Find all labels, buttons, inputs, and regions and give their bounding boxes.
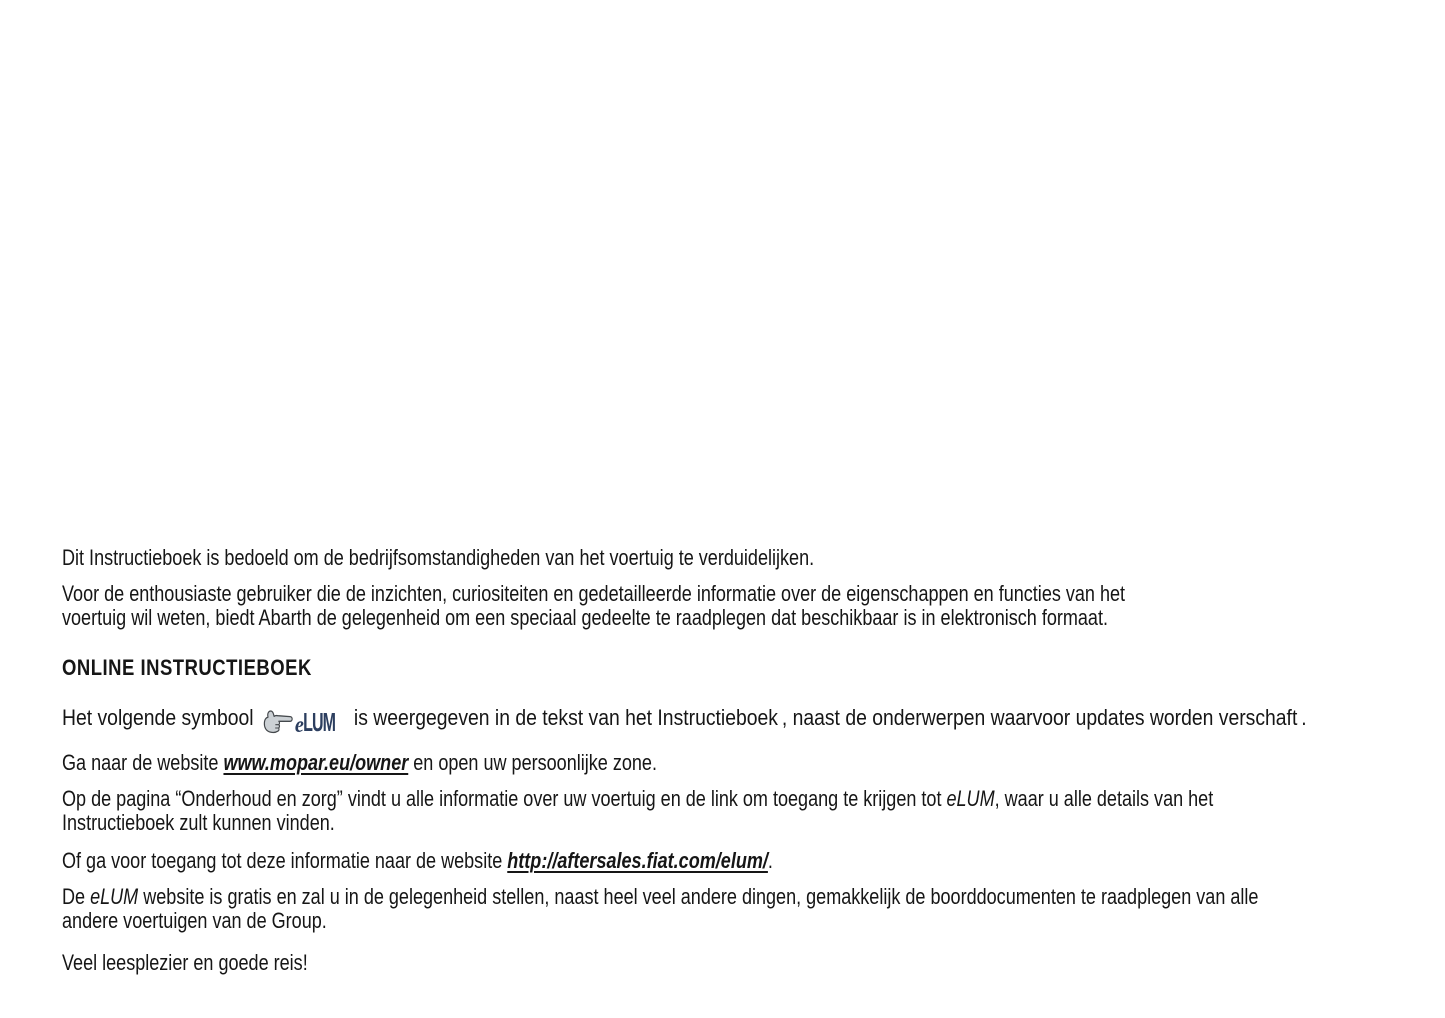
elum-logo <box>294 707 349 737</box>
elum-symbol <box>261 707 349 737</box>
manual-page-text-block <box>62 546 1445 975</box>
symbol-paragraph-before: Het volgende symbool <box>62 705 254 730</box>
mopar-link[interactable]: www.mopar.eu/owner <box>223 750 409 775</box>
aftersales-paragraph <box>62 849 1196 873</box>
intro-paragraph-2-line1: Voor de enthousiaste gebruiker die de inzichten, curiositeiten en gedetailleerde informatie over de eigenschappen en functies van het <box>62 581 1126 606</box>
maintenance-line2: Instructieboek zult kunnen vinden. <box>62 810 335 835</box>
elum-logo-e: e <box>294 712 304 737</box>
elum-mention: eLUM <box>946 786 995 811</box>
maintenance-paragraph <box>62 786 1214 835</box>
mopar-paragraph-before: Ga naar de website <box>62 750 224 775</box>
free-paragraph-line2: andere voertuigen van de Group. <box>62 908 327 933</box>
elum-mention-2: eLUM <box>90 884 139 909</box>
intro-paragraph-2 <box>62 582 1196 630</box>
intro-paragraph-1 <box>62 546 1196 570</box>
aftersales-link[interactable]: http://aftersales.fiat.com/elum/ <box>507 848 768 873</box>
symbol-paragraph <box>62 705 1307 737</box>
free-paragraph-line1-after: website is gratis en zal u in de gelegenheid stellen, naast heel veel andere dingen, gemakkelijk de boorddocumenten te raadplegen van alle <box>138 884 1259 909</box>
closing-line-text: Veel leesplezier en goede reis! <box>62 950 308 975</box>
maintenance-line1-after: , waar u alle details van het <box>994 786 1214 811</box>
aftersales-before: Of ga voor toegang tot deze informatie naar de website <box>62 848 508 873</box>
free-website-paragraph <box>62 884 1259 933</box>
aftersales-after: . <box>767 848 773 873</box>
intro-paragraph-2-line2: voertuig wil weten, biedt Abarth de gelegenheid om een speciaal gedeelte te raadplegen dat beschikbaar is in elektronisch formaat. <box>62 605 1108 630</box>
elum-logo-lum: LUM <box>303 707 335 737</box>
section-heading: ONLINE INSTRUCTIEBOEK <box>62 655 312 680</box>
free-paragraph-before: De <box>62 884 91 909</box>
mopar-paragraph-after: en open uw persoonlijke zone. <box>408 750 657 775</box>
pointing-hand-icon <box>261 707 294 735</box>
mopar-paragraph <box>62 751 1196 775</box>
closing-line <box>62 951 1196 975</box>
intro-paragraph-1-text: Dit Instructieboek is bedoeld om de bedrijfsomstandigheden van het voertuig te verduidelijken. <box>62 545 815 570</box>
symbol-paragraph-after: is weergegeven in de tekst van het Instructieboek , naast de onderwerpen waarvoor updates worden verschaft . <box>353 705 1307 730</box>
maintenance-line1-before: Op de pagina “Onderhoud en zorg” vindt u alle informatie over uw voertuig en de link om toegang te krijgen tot <box>62 786 947 811</box>
